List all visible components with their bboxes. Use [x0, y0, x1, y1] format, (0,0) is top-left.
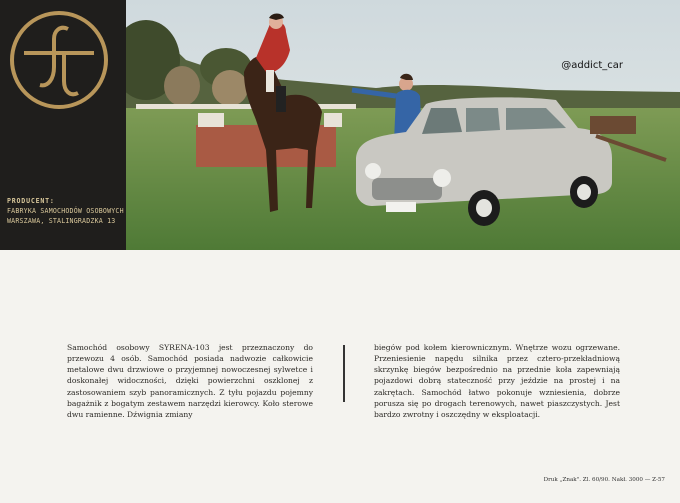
producer-line-1: FABRYKA SAMOCHODÓW OSOBOWYCH: [7, 207, 124, 215]
car-photo: [126, 0, 680, 250]
producer-info: [7, 196, 125, 226]
column-divider: [343, 345, 345, 402]
producer-line-2: WARSZAWA, STALINGRADZKA 13: [7, 217, 116, 225]
producer-label: PRODUCENT:: [7, 197, 55, 205]
print-info: Druk „Znak". Zl. 60/90. Nakł. 3000 — Z-57: [543, 477, 665, 483]
watermark-handle: @addict_car: [561, 60, 623, 71]
fso-logo-icon: [8, 9, 110, 111]
description-column-2: biegów pod kołem kierownicznym. Wnętrze wozu ogrzewane. Przeniesienie napędu silnika przez cztero-przekładniową skrzynkę biegów bezpośrednio na przednie koła zapewniają pojazdowi dobrą stateczność przy jeździe na prostej i na zakrętach. Samochód łatwo pokonuje wzniesienia, dobrze porusza się po drogach terenowych, nawet piaszczystych. Jest bardzo zwrotny i oszczędny w eksploatacji.: [374, 342, 620, 420]
description-column-1: Samochód osobowy SYRENA-103 jest przeznaczony do przewozu 4 osób. Samochód posiada nadwozie całkowicie metalowe dwu drzwiowe o przyjemnej nowoczesnej sylwetce i doskonałej widoczności, dzięki powierzchni oszklonej z zastosowaniem szyb panoramicznych. Z tyłu pojazdu pojemny bagażnik z bogatym zestawem narzędzi kierowcy. Koło sterowe dwu ramienne. Dźwignia zmiany: [67, 342, 313, 420]
car-horse-photo-illustration: [126, 0, 680, 250]
brand-sidebar: [0, 0, 126, 250]
